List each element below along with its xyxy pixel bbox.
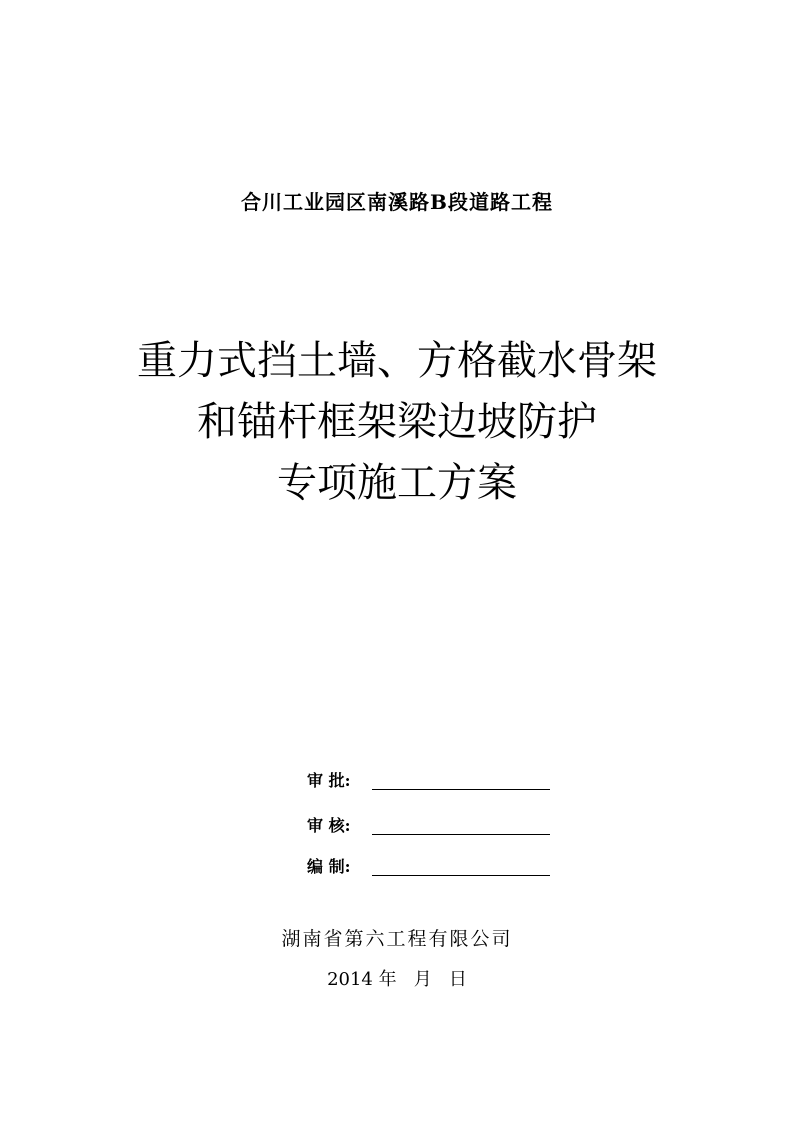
company-name: 湖南省第六工程有限公司	[281, 928, 513, 950]
main-title-line-3: 专项施工方案	[277, 460, 517, 506]
signature-label-compile: 编 制:	[307, 857, 351, 876]
signature-label-review: 审 核:	[307, 816, 351, 835]
signature-line-review	[372, 834, 550, 835]
main-title-line-2: 和锚杆框架梁边坡防护	[197, 399, 597, 445]
signature-line-approve	[372, 789, 550, 790]
signature-label-approve: 审 批:	[307, 771, 351, 790]
signature-line-compile	[372, 875, 550, 876]
document-date: 2014 年 月 日	[327, 969, 467, 990]
project-title: 合川工业园区南溪路B段道路工程	[241, 190, 553, 214]
main-title-line-1: 重力式挡土墙、方格截水骨架	[137, 338, 657, 384]
main-title	[0, 331, 794, 514]
